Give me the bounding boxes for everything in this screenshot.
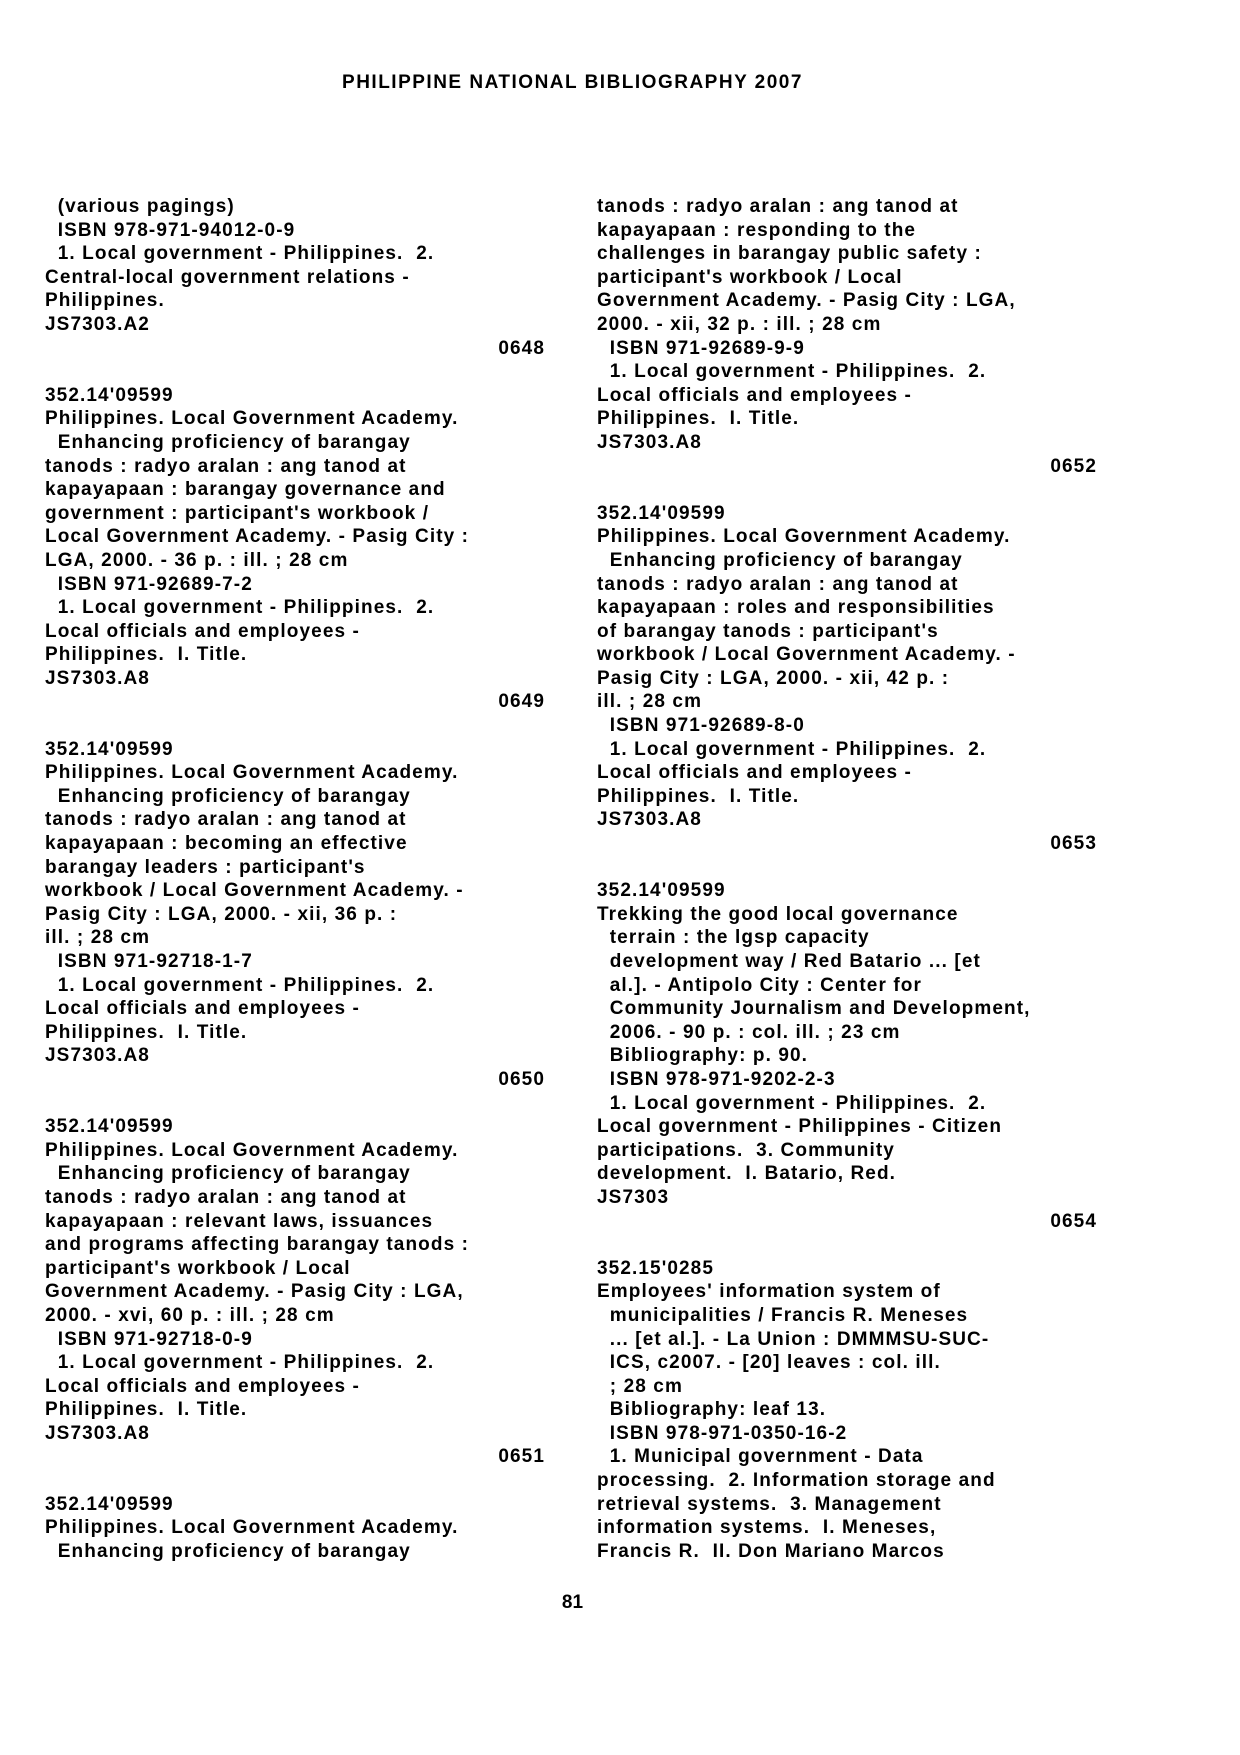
entry-line: Government Academy. - Pasig City : LGA,	[45, 1281, 464, 1303]
entry-line: Local officials and employees -	[597, 384, 912, 406]
blank-line	[45, 714, 545, 738]
entry-line: information systems. I. Meneses,	[597, 1517, 937, 1539]
entry-line: tanods : radyo aralan : ang tanod at	[45, 809, 407, 831]
entry-line: kapayapaan : roles and responsibilities	[597, 597, 995, 619]
entry-line: 1. Local government - Philippines. 2.	[45, 974, 435, 996]
entry-line: Philippines. Local Government Academy.	[45, 408, 459, 430]
entry-line: Enhancing proficiency of barangay	[45, 1540, 411, 1562]
entry-line: Philippines. Local Government Academy.	[45, 1139, 459, 1161]
entry-line: ICS, c2007. - [20] leaves : col. ill.	[597, 1352, 941, 1374]
entry-line: ISBN 971-92689-8-0	[597, 715, 805, 737]
entry-line: Local officials and employees -	[45, 998, 360, 1020]
entry-line: 1. Local government - Philippines. 2.	[597, 738, 987, 760]
entry-line: Enhancing proficiency of barangay	[45, 1163, 411, 1185]
entry-line: 1. Local government - Philippines. 2.	[597, 361, 987, 383]
entry-line: Local Government Academy. - Pasig City :	[45, 526, 470, 548]
entry-line: Enhancing proficiency of barangay	[45, 785, 411, 807]
entry-line: JS7303.A2	[45, 313, 150, 335]
entry-line: 352.14'09599	[45, 1116, 174, 1138]
blank-line	[597, 1233, 1097, 1257]
entry-line: kapayapaan : barangay governance and	[45, 479, 446, 501]
entry-number: 0653	[1050, 833, 1097, 855]
entry-line: ISBN 971-92689-7-2	[45, 573, 253, 595]
entry-line: 1. Local government - Philippines. 2.	[45, 597, 435, 619]
entry-line: Enhancing proficiency of barangay	[597, 549, 963, 571]
entry-line: ISBN 978-971-9202-2-3	[597, 1068, 836, 1090]
entry-line: government : participant's workbook /	[45, 502, 430, 524]
entry-line: Philippines. Local Government Academy.	[45, 1517, 459, 1539]
entry-number: 0648	[498, 337, 545, 359]
entry-line: 1. Local government - Philippines. 2.	[45, 243, 435, 265]
entry-line: kapayapaan : relevant laws, issuances	[45, 1210, 434, 1232]
entry-line: tanods : radyo aralan : ang tanod at	[597, 573, 959, 595]
entry-line: al.]. - Antipolo City : Center for	[597, 974, 922, 996]
entry-line: 352.15'0285	[597, 1257, 714, 1279]
entry-line: ill. ; 28 cm	[597, 691, 703, 713]
entry-line: 1. Local government - Philippines. 2.	[597, 1092, 987, 1114]
entry-line: Philippines.	[45, 290, 165, 312]
entry-line: Employees' information system of	[597, 1281, 941, 1303]
entry-line: ... [et al.]. - La Union : DMMMSU-SUC-	[597, 1328, 990, 1350]
entry-line: Enhancing proficiency of barangay	[45, 431, 411, 453]
entry-line: processing. 2. Information storage and	[597, 1470, 996, 1492]
left-column	[45, 195, 545, 1563]
entry-number: 0652	[1050, 455, 1097, 477]
entry-line: Bibliography: leaf 13.	[597, 1399, 827, 1421]
entry-line: Philippines. I. Title.	[597, 785, 800, 807]
entry-line: JS7303.A8	[45, 667, 150, 689]
entry-line: Government Academy. - Pasig City : LGA,	[597, 290, 1016, 312]
entry-line: 1. Municipal government - Data	[597, 1446, 924, 1468]
entry-number: 0654	[1050, 1210, 1097, 1232]
entry-line: JS7303.A8	[597, 431, 702, 453]
blank-line	[597, 478, 1097, 502]
entry-line: ill. ; 28 cm	[45, 927, 151, 949]
entry-line: Trekking the good local governance	[597, 903, 959, 925]
blank-line	[45, 1469, 545, 1493]
entry-line: Bibliography: p. 90.	[597, 1045, 809, 1067]
entry-line: 352.14'09599	[597, 880, 726, 902]
entry-line: Pasig City : LGA, 2000. - xii, 36 p. :	[45, 903, 398, 925]
entry-line: 352.14'09599	[45, 384, 174, 406]
entry-line: JS7303.A8	[597, 809, 702, 831]
entry-line: 352.14'09599	[597, 502, 726, 524]
right-column	[597, 195, 1097, 1563]
entry-line: workbook / Local Government Academy. -	[45, 880, 464, 902]
entry-line: Philippines. I. Title.	[45, 644, 248, 666]
entry-line: tanods : radyo aralan : ang tanod at	[45, 455, 407, 477]
entry-line: barangay leaders : participant's	[45, 856, 366, 878]
entry-line: Pasig City : LGA, 2000. - xii, 42 p. :	[597, 667, 950, 689]
entry-line: workbook / Local Government Academy. -	[597, 644, 1016, 666]
entry-line: Local officials and employees -	[45, 620, 360, 642]
entry-line: kapayapaan : responding to the	[597, 219, 917, 241]
entry-line: terrain : the lgsp capacity	[597, 927, 870, 949]
entry-line: Francis R. II. Don Mariano Marcos	[597, 1540, 945, 1562]
entry-line: and programs affecting barangay tanods :	[45, 1234, 470, 1256]
entry-line: 1. Local government - Philippines. 2.	[45, 1352, 435, 1374]
entry-line: development. I. Batario, Red.	[597, 1163, 897, 1185]
entry-line: ; 28 cm	[597, 1375, 683, 1397]
entry-line: JS7303.A8	[45, 1045, 150, 1067]
entry-line: Philippines. I. Title.	[45, 1399, 248, 1421]
entry-line: ISBN 978-971-0350-16-2	[597, 1422, 848, 1444]
entry-line: 352.14'09599	[45, 1493, 174, 1515]
entry-line: Philippines. I. Title.	[45, 1021, 248, 1043]
entry-line: Community Journalism and Development,	[597, 998, 1031, 1020]
entry-number: 0650	[498, 1068, 545, 1090]
entry-line: ISBN 978-971-94012-0-9	[45, 219, 296, 241]
entry-line: retrieval systems. 3. Management	[597, 1493, 942, 1515]
entry-line: ISBN 971-92718-1-7	[45, 951, 253, 972]
entry-line: JS7303	[597, 1186, 670, 1208]
entry-line: Local government - Philippines - Citizen	[597, 1116, 1003, 1138]
entry-line: tanods : radyo aralan : ang tanod at	[45, 1186, 407, 1208]
entry-line: 352.14'09599	[45, 738, 174, 760]
blank-line	[45, 360, 545, 384]
entry-line: tanods : radyo aralan : ang tanod at	[597, 196, 959, 217]
entry-line: municipalities / Francis R. Meneses	[597, 1304, 969, 1326]
entry-line: (various pagings)	[45, 196, 235, 217]
entry-line: ISBN 971-92689-9-9	[597, 337, 805, 359]
entry-line: JS7303.A8	[45, 1422, 150, 1444]
entry-line: participant's workbook / Local	[597, 266, 903, 288]
entry-line: Philippines. Local Government Academy.	[597, 526, 1011, 548]
entry-line: Central-local government relations -	[45, 266, 410, 288]
entry-line: 2000. - xvi, 60 p. : ill. ; 28 cm	[45, 1304, 335, 1326]
page-title: PHILIPPINE NATIONAL BIBLIOGRAPHY 2007	[342, 72, 803, 93]
entry-line: kapayapaan : becoming an effective	[45, 833, 408, 855]
entry-line: 2000. - xii, 32 p. : ill. ; 28 cm	[597, 313, 882, 335]
blank-line	[597, 856, 1097, 880]
page-number: 81	[561, 1592, 584, 1613]
entry-line: Local officials and employees -	[597, 762, 912, 784]
entry-line: participations. 3. Community	[597, 1139, 895, 1161]
entry-line: participant's workbook / Local	[45, 1257, 351, 1279]
entry-line: of barangay tanods : participant's	[597, 620, 939, 642]
entry-line: 2006. - 90 p. : col. ill. ; 23 cm	[597, 1021, 901, 1043]
entry-line: development way / Red Batario ... [et	[597, 951, 981, 972]
entry-line: ISBN 971-92718-0-9	[45, 1328, 253, 1350]
blank-line	[45, 1092, 545, 1116]
entry-line: Local officials and employees -	[45, 1375, 360, 1397]
entry-line: Philippines. Local Government Academy.	[45, 762, 459, 784]
entry-number: 0651	[498, 1446, 545, 1468]
entry-line: challenges in barangay public safety :	[597, 243, 982, 265]
entry-line: Philippines. I. Title.	[597, 408, 800, 430]
entry-number: 0649	[498, 691, 545, 713]
entry-line: LGA, 2000. - 36 p. : ill. ; 28 cm	[45, 549, 349, 571]
